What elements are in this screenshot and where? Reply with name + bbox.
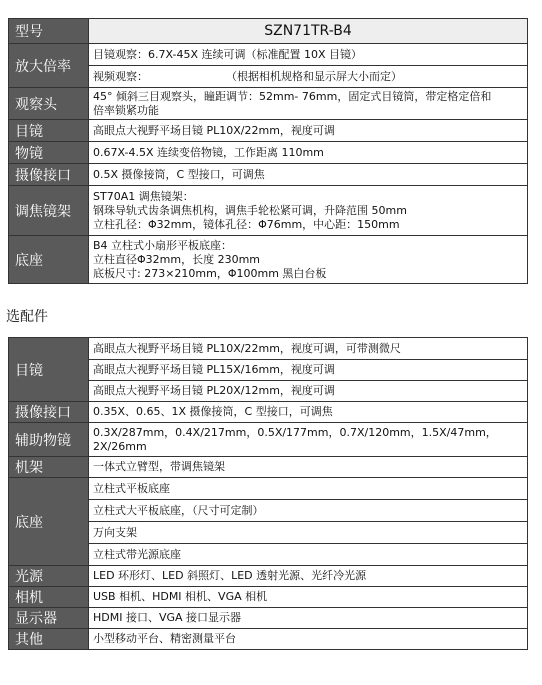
camera-port-label: 摄像接口 — [9, 164, 89, 186]
focus-line-3: 立柱孔径：Φ32mm，镜体孔径：Φ76mm，中心距：150mm — [93, 217, 400, 231]
head-row — [9, 88, 528, 120]
acc-aux-objective-row — [9, 423, 528, 457]
objective-label: 物镜 — [9, 142, 89, 164]
acc-camera-port-value: 0.35X、0.65、1X 摄像接筒，C 型接口，可调焦 — [89, 402, 528, 423]
eyepiece-observation-value: 6.7X-45X 连续可调（标准配置 10X 目镜） — [148, 47, 363, 61]
accessories-table — [8, 337, 528, 650]
camera-port-value: 0.5X 摄像接筒，C 型接口，可调焦 — [89, 164, 528, 186]
acc-display-value: HDMI 接口、VGA 接口显示器 — [89, 608, 528, 629]
aux-objective-line-1: 0.3X/287mm，0.4X/217mm，0.5X/177mm，0.7X/120mm，1.5X/47mm， — [93, 425, 497, 439]
acc-eyepiece-label: 目镜 — [9, 338, 89, 402]
acc-aux-objective-value — [89, 423, 528, 457]
acc-light-row — [9, 566, 528, 587]
acc-base-label: 底座 — [9, 478, 89, 566]
acc-other-value: 小型移动平台、精密测量平台 — [89, 629, 528, 650]
acc-aux-objective-label: 辅助物镜 — [9, 423, 89, 457]
acc-other-row — [9, 629, 528, 650]
focus-value — [89, 186, 528, 236]
magnification-label: 放大倍率 — [9, 44, 89, 88]
head-label: 观察头 — [9, 88, 89, 120]
acc-camera-port-row — [9, 402, 528, 423]
acc-base-row — [9, 478, 528, 500]
eyepiece-label: 目镜 — [9, 120, 89, 142]
eyepiece-row — [9, 120, 528, 142]
spec-table — [8, 18, 528, 284]
focus-label: 调焦镜架 — [9, 186, 89, 236]
video-observation-value: （根据相机规格和显示屏大小而定） — [226, 69, 402, 83]
acc-display-label: 显示器 — [9, 608, 89, 629]
acc-other-label: 其他 — [9, 629, 89, 650]
objective-value: 0.67X-4.5X 连续变倍物镜，工作距离 110mm — [89, 142, 528, 164]
head-line-1: 45° 倾斜三目观察头，瞳距调节：52mm- 76mm，固定式目镜筒，带定格定倍和 — [93, 89, 492, 103]
acc-base-item: 万向支架 — [89, 522, 528, 544]
base-value — [89, 236, 528, 284]
model-label: 型号 — [9, 19, 89, 44]
acc-base-item: 立柱式带光源底座 — [89, 544, 528, 566]
acc-display-row — [9, 608, 528, 629]
base-line-1: B4 立柱式小扇形平板底座： — [93, 238, 233, 252]
head-line-2: 倍率锁紧功能 — [93, 103, 159, 117]
camera-port-row — [9, 164, 528, 186]
acc-camera-label: 相机 — [9, 587, 89, 608]
magnification-video — [89, 66, 528, 88]
acc-stand-row — [9, 457, 528, 478]
acc-camera-value: USB 相机、HDMI 相机、VGA 相机 — [89, 587, 528, 608]
head-value — [89, 88, 528, 120]
acc-camera-port-label: 摄像接口 — [9, 402, 89, 423]
acc-base-item: 立柱式平板底座 — [89, 478, 528, 500]
base-line-3: 底板尺寸: 273×210mm，Φ100mm 黑白台板 — [93, 266, 327, 280]
model-value: SZN71TR-B4 — [89, 19, 528, 44]
focus-row — [9, 186, 528, 236]
aux-objective-line-2: 2X/26mm — [93, 439, 147, 453]
objective-row — [9, 142, 528, 164]
magnification-eyepiece — [89, 44, 528, 66]
acc-base-item: 立柱式大平板底座，（尺寸可定制） — [89, 500, 528, 522]
base-label: 底座 — [9, 236, 89, 284]
eyepiece-observation-label: 目镜观察： — [93, 47, 148, 61]
focus-line-2: 钢珠导轨式齿条调焦机构，调焦手轮松紧可调，升降范围 50mm — [93, 203, 407, 217]
accessories-title: 选配件 — [6, 309, 48, 325]
focus-line-1: ST70A1 调焦镜架： — [93, 189, 194, 203]
acc-stand-value: 一体式立臂型，带调焦镜架 — [89, 457, 528, 478]
base-line-2: 立柱直径Φ32mm，长度 230mm — [93, 252, 261, 266]
acc-stand-label: 机架 — [9, 457, 89, 478]
acc-eyepiece-item: 高眼点大视野平场目镜 PL15X/16mm，视度可调 — [89, 360, 528, 381]
acc-eyepiece-row — [9, 338, 528, 360]
acc-eyepiece-item: 高眼点大视野平场目镜 PL10X/22mm，视度可调，可带测微尺 — [89, 338, 528, 360]
model-row — [9, 19, 528, 44]
eyepiece-value: 高眼点大视野平场目镜 PL10X/22mm，视度可调 — [89, 120, 528, 142]
acc-camera-row — [9, 587, 528, 608]
base-row — [9, 236, 528, 284]
acc-light-label: 光源 — [9, 566, 89, 587]
magnification-row — [9, 44, 528, 66]
acc-eyepiece-item: 高眼点大视野平场目镜 PL20X/12mm，视度可调 — [89, 381, 528, 402]
acc-light-value: LED 环形灯、LED 斜照灯、LED 透射光源、光纤冷光源 — [89, 566, 528, 587]
video-observation-label: 视频观察： — [93, 69, 148, 83]
